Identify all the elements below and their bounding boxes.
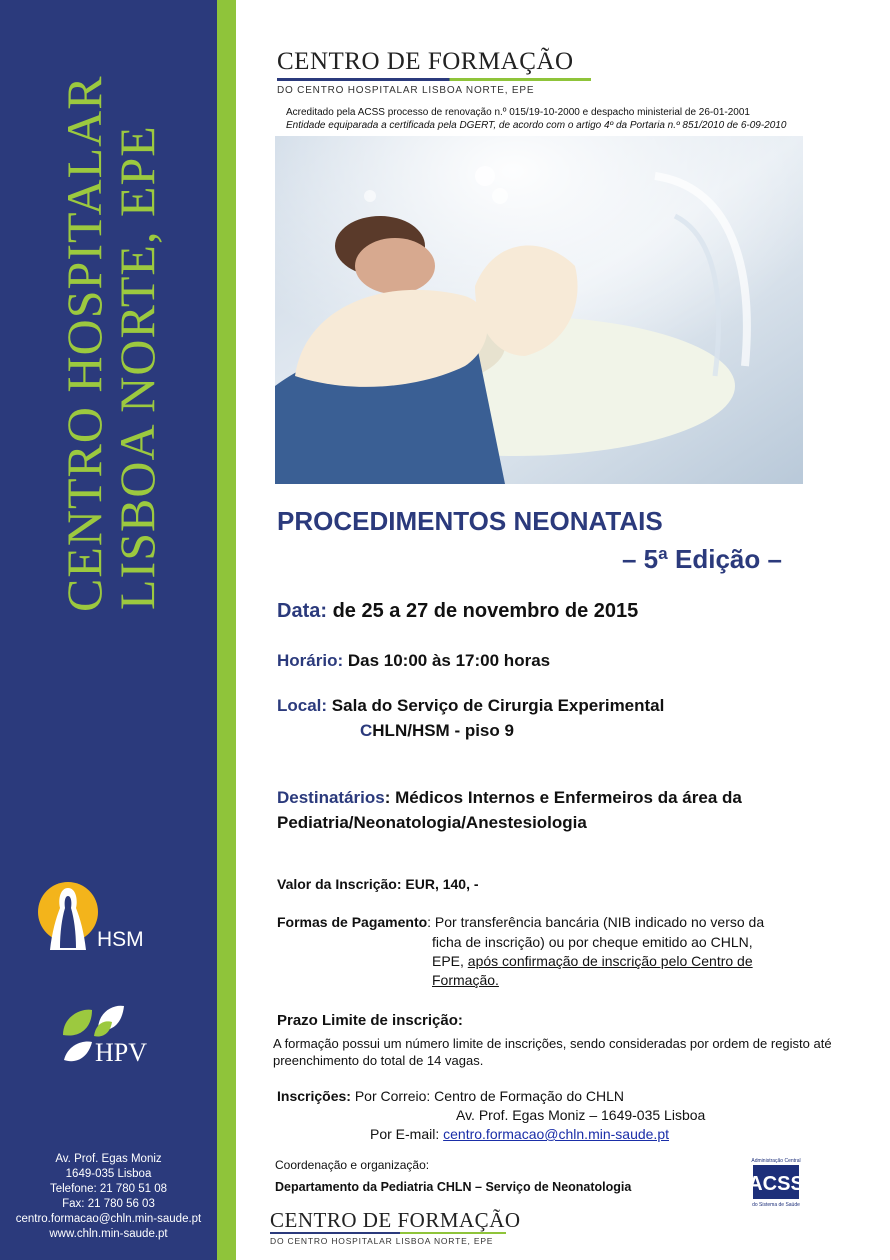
footer-subtitle: DO CENTRO HOSPITALAR LISBOA NORTE, EPE [270, 1236, 494, 1246]
audience-label: Destinatários [277, 788, 385, 807]
contact-address: Av. Prof. Egas Moniz [55, 1153, 162, 1165]
location-value: Sala do Serviço de Cirurgia Experimental [331, 696, 665, 715]
course-edition: – 5ª Edição – [622, 544, 782, 574]
registration-mail: Por Correio: Centro de Formação do CHLN [350, 1088, 625, 1104]
footer-rule [270, 1232, 506, 1234]
registration-email-label: Por E-mail: [370, 1126, 444, 1142]
location-value2-initial: C [360, 721, 373, 740]
sidebar-title-line2: LISBOA NORTE, EPE [109, 125, 165, 610]
course-title: PROCEDIMENTOS NEONATAIS [277, 506, 663, 536]
accreditation-line1: Acreditado pela ACSS processo de renovação n.º 015/19-10-2000 e despacho ministerial de 26-01-2001 [286, 107, 750, 118]
payment-label: Formas de Pagamento [277, 914, 428, 930]
hpv-logo-text: HPV [95, 1038, 148, 1067]
contact-website[interactable]: www.chln.min-saude.pt [49, 1228, 168, 1240]
payment-text-3a: EPE, [432, 953, 468, 969]
coordination-label: Coordenação e organização: [275, 1158, 430, 1172]
registration-email-row [370, 1126, 669, 1142]
payment-text-2: ficha de inscrição) ou por cheque emitido ao CHLN, [432, 934, 753, 950]
registration-email-link[interactable]: centro.formacao@chln.min-saude.pt [443, 1126, 669, 1142]
location-label: Local: [277, 696, 328, 715]
deadline-text: A formação possui um número limite de inscrições, sendo consideradas por ordem de registo até preenchimento do total de 14 vagas. [273, 1036, 832, 1068]
fee-row: Valor da Inscrição: EUR, 140, - [277, 876, 479, 892]
contact-phone: Telefone: 21 780 51 08 [49, 1183, 168, 1195]
audience-colon: : [384, 788, 391, 807]
acss-logo-icon [748, 1156, 804, 1208]
audience-value: Médicos Internos e Enfermeiros da área da [395, 788, 742, 807]
neonatal-photo [275, 136, 803, 484]
payment-row [277, 914, 764, 930]
audience-row-2: Pediatria/Neonatologia/Anestesiologia [277, 813, 587, 832]
date-value: de 25 a 27 de novembro de 2015 [332, 600, 639, 622]
sidebar [0, 0, 217, 1260]
payment-text-1: : Por transferência bancária (NIB indicado no verso da [427, 914, 765, 930]
footer-title: CENTRO DE FORMAÇÃO [270, 1208, 521, 1232]
acss-name: ACSS [748, 1173, 804, 1195]
audience-row [277, 788, 742, 808]
location-row-2 [360, 721, 514, 741]
deadline-heading: Prazo Limite de inscrição: [277, 1012, 463, 1029]
coordination-value: Departamento da Pediatria CHLN – Serviço de Neonatologia [275, 1180, 632, 1194]
payment-text-3 [432, 953, 753, 969]
contact-email[interactable]: centro.formacao@chln.min-saude.pt [15, 1213, 202, 1225]
schedule-row [277, 651, 550, 671]
acss-top-text: Administração Central [751, 1158, 801, 1164]
header-rule [277, 78, 591, 81]
sidebar-title-line1: CENTRO HOSPITALAR [56, 75, 112, 612]
accreditation-line2: Entidade equiparada a certificada pela DGERT, de acordo com o artigo 4º da Portaria n.º 851/2010 de 6-09-2010 [286, 120, 787, 131]
payment-text-4: Formação. [432, 972, 499, 988]
contact-fax: Fax: 21 780 56 03 [62, 1198, 155, 1210]
schedule-value: Das 10:00 às 17:00 horas [347, 651, 551, 670]
accreditation-text [286, 106, 866, 132]
date-label: Data: [277, 600, 328, 622]
registration-row [277, 1088, 624, 1104]
header-title: CENTRO DE FORMAÇÃO [277, 48, 574, 75]
green-stripe [217, 0, 236, 1260]
contact-postcode: 1649-035 Lisboa [65, 1168, 152, 1180]
registration-label: Inscrições: [277, 1088, 351, 1104]
payment-text-3b: após confirmação de inscrição pelo Centro de [467, 953, 753, 969]
acss-bottom-text: do Sistema de Saúde [752, 1202, 800, 1208]
hsm-logo-text: HSM [97, 928, 144, 951]
contact-block [6, 1152, 211, 1242]
header-subtitle: DO CENTRO HOSPITALAR LISBOA NORTE, EPE [277, 85, 535, 96]
schedule-label: Horário: [277, 651, 344, 670]
location-row [277, 696, 664, 716]
date-row [277, 600, 638, 623]
registration-address: Av. Prof. Egas Moniz – 1649-035 Lisboa [456, 1107, 706, 1123]
location-value2: HLN/HSM - piso 9 [372, 721, 514, 740]
